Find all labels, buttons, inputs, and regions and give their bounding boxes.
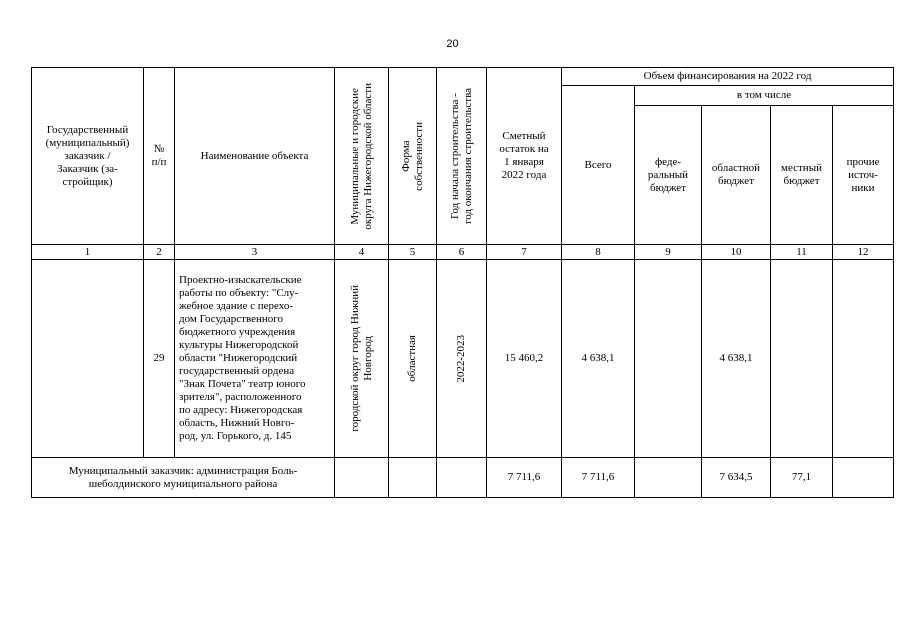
header-including: в том числе — [635, 86, 894, 106]
row-object-name: Проектно-изыскательские работы по объекту: "Слу- жебное здание с перехо- дом Государственного бюджетного учреждения культуры Нижегородской области "Нижегородский государственный ордена "Знак Почета" театр юного зрителя", расположенного по адресу: Нижегородская область, Нижний Новго- род, ул. Горького, д. 145 — [175, 260, 335, 458]
column-number: 4 — [335, 245, 389, 260]
column-number: 6 — [437, 245, 487, 260]
header-federal: феде- ральный бюджет — [635, 106, 702, 245]
header-row-1 — [32, 68, 894, 86]
row-years — [437, 260, 487, 458]
summary-federal — [635, 458, 702, 498]
row-ownership — [389, 260, 437, 458]
row-ownership-text: областная — [406, 335, 418, 382]
column-number-row — [32, 245, 894, 260]
row-district-text: городской округ город Нижний Новгород — [348, 285, 374, 432]
row-other — [833, 260, 894, 458]
column-number: 7 — [487, 245, 562, 260]
column-number: 11 — [771, 245, 833, 260]
summary-total: 7 711,6 — [562, 458, 635, 498]
row-customer — [32, 260, 144, 458]
header-regional: областной бюджет — [702, 106, 771, 245]
column-number: 3 — [175, 245, 335, 260]
table-row — [32, 260, 894, 458]
header-number: № п/п — [144, 68, 175, 245]
summary-district — [335, 458, 389, 498]
summary-ownership — [389, 458, 437, 498]
row-total: 4 638,1 — [562, 260, 635, 458]
column-number: 1 — [32, 245, 144, 260]
header-district — [335, 68, 389, 245]
row-number: 29 — [144, 260, 175, 458]
summary-row — [32, 458, 894, 498]
summary-years — [437, 458, 487, 498]
header-financing: Объем финансирования на 2022 год — [562, 68, 894, 86]
header-ownership-text: Форма собственности — [399, 121, 425, 191]
column-number: 10 — [702, 245, 771, 260]
header-years — [437, 68, 487, 245]
column-number: 5 — [389, 245, 437, 260]
row-local — [771, 260, 833, 458]
row-district — [335, 260, 389, 458]
summary-remainder: 7 711,6 — [487, 458, 562, 498]
column-number: 12 — [833, 245, 894, 260]
header-local: местный бюджет — [771, 106, 833, 245]
summary-other — [833, 458, 894, 498]
column-number: 2 — [144, 245, 175, 260]
header-ownership — [389, 68, 437, 245]
summary-local: 77,1 — [771, 458, 833, 498]
header-object-name: Наименование объекта — [175, 68, 335, 245]
financing-table — [31, 67, 894, 498]
row-regional: 4 638,1 — [702, 260, 771, 458]
column-number: 8 — [562, 245, 635, 260]
header-other: прочие источ- ники — [833, 106, 894, 245]
column-number: 9 — [635, 245, 702, 260]
summary-regional: 7 634,5 — [702, 458, 771, 498]
header-district-text: Муниципальные и городские округа Нижегородской области — [348, 82, 374, 230]
header-total: Всего — [562, 86, 635, 245]
header-remainder: Сметный остаток на 1 января 2022 года — [487, 68, 562, 245]
row-years-text: 2022-2023 — [455, 334, 467, 383]
header-customer: Государственный (муниципальный) заказчик / Заказчик (за- стройщик) — [32, 68, 144, 245]
row-remainder: 15 460,2 — [487, 260, 562, 458]
header-years-text: Год начала строительства - год окончания строительства — [448, 88, 474, 224]
row-federal — [635, 260, 702, 458]
page-number: 20 — [446, 38, 459, 50]
summary-label: Муниципальный заказчик: администрация Боль- шеболдинского муниципального района — [32, 458, 335, 498]
